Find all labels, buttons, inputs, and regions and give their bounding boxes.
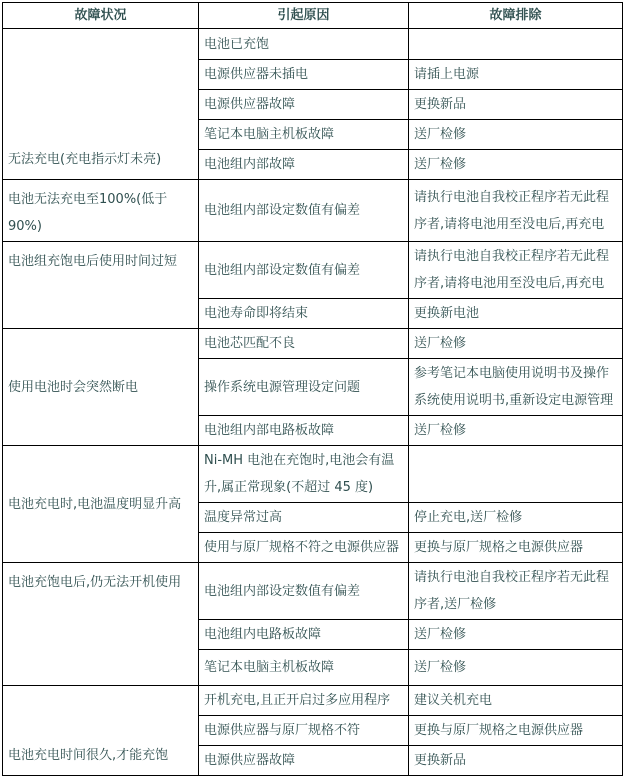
fix-cell: 送厂检修	[409, 650, 623, 686]
cause-cell: 电池组内部故障	[199, 150, 409, 180]
column-header-fix: 故障排除	[409, 3, 623, 29]
cause-cell: 温度异常过高	[199, 503, 409, 533]
fix-cell: 送厂检修	[409, 120, 623, 150]
symptom-cell: 电池充饱电后,仍无法开机使用	[3, 563, 199, 686]
cause-cell: 电池组内部电路板故障	[199, 416, 409, 446]
symptom-cell: 电池组充饱电后使用时间过短	[3, 242, 199, 329]
fix-cell: 请执行电池自我校正程序若无此程序者,请将电池用至没电后,再充电	[409, 180, 623, 242]
cause-cell: 电源供应器未插电	[199, 60, 409, 90]
cause-cell: 电源供应器与原厂规格不符	[199, 716, 409, 746]
cause-cell: 操作系统电源管理设定问题	[199, 359, 409, 416]
fix-cell: 送厂检修	[409, 329, 623, 359]
cause-cell: 电池组内部设定数值有偏差	[199, 180, 409, 242]
fix-cell: 请插上电源	[409, 60, 623, 90]
cause-cell: 电池组内部设定数值有偏差	[199, 242, 409, 299]
symptom-cell: 电池充电时间很久,才能充饱	[3, 686, 199, 776]
header-row	[3, 3, 623, 29]
fix-cell: 送厂检修	[409, 416, 623, 446]
fix-cell: 停止充电,送厂检修	[409, 503, 623, 533]
table-row	[3, 446, 623, 503]
cause-cell: 使用与原厂规格不符之电源供应器	[199, 533, 409, 563]
fix-cell: 更换新品	[409, 746, 623, 776]
fix-cell: 请执行电池自我校正程序若无此程序者,请将电池用至没电后,再充电	[409, 242, 623, 299]
column-header-symptom: 故障状况	[3, 3, 199, 29]
cause-cell: Ni-MH 电池在充饱时,电池会有温升,属正常现象(不超过 45 度)	[199, 446, 409, 503]
fix-cell: 请执行电池自我校正程序若无此程序者,送厂检修	[409, 563, 623, 620]
cause-cell: 开机充电,且正开启过多应用程序	[199, 686, 409, 716]
troubleshooting-table	[2, 2, 623, 776]
fix-cell: 建议关机充电	[409, 686, 623, 716]
fix-cell: 送厂检修	[409, 620, 623, 650]
fix-cell: 更换与原厂规格之电源供应器	[409, 533, 623, 563]
fix-cell: 送厂检修	[409, 150, 623, 180]
cause-cell: 电池芯匹配不良	[199, 329, 409, 359]
cause-cell: 电源供应器故障	[199, 746, 409, 776]
fix-cell: 更换新电池	[409, 299, 623, 329]
cause-cell: 电池已充饱	[199, 29, 409, 60]
table-row	[3, 29, 623, 60]
fix-cell	[409, 29, 623, 60]
cause-cell: 笔记本电脑主机板故障	[199, 650, 409, 686]
fix-cell	[409, 446, 623, 503]
cause-cell: 电池寿命即将结束	[199, 299, 409, 329]
table-row	[3, 686, 623, 716]
table-row	[3, 242, 623, 299]
fix-cell: 更换新品	[409, 90, 623, 120]
cause-cell: 电池组内电路板故障	[199, 620, 409, 650]
fix-cell: 参考笔记本电脑使用说明书及操作系统使用说明书,重新设定电源管理	[409, 359, 623, 416]
symptom-cell: 无法充电(充电指示灯未亮)	[3, 29, 199, 180]
cause-cell: 电源供应器故障	[199, 90, 409, 120]
cause-cell: 电池组内部设定数值有偏差	[199, 563, 409, 620]
fix-cell: 更换与原厂规格之电源供应器	[409, 716, 623, 746]
symptom-cell: 使用电池时会突然断电	[3, 329, 199, 446]
table-row	[3, 329, 623, 359]
table-row	[3, 563, 623, 620]
symptom-cell: 电池充电时,电池温度明显升高	[3, 446, 199, 563]
column-header-cause: 引起原因	[199, 3, 409, 29]
symptom-cell: 电池无法充电至100%(低于 90%)	[3, 180, 199, 242]
cause-cell: 笔记本电脑主机板故障	[199, 120, 409, 150]
table-row	[3, 180, 623, 242]
